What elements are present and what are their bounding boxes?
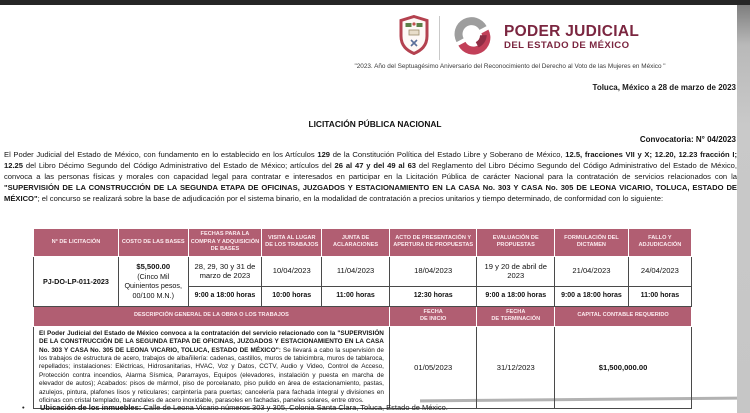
intro-text: del Libro Décimo Segundo del Código Administrativo del Estado de México; artículos del [23,161,335,170]
fecha-terminacion-header [477,306,555,326]
column-header: VISITA AL LUGAR DE LOS TRABAJOS [262,229,322,257]
poder-judicial-swoosh-icon [449,12,495,63]
header-text: FECHA [506,308,526,315]
header-text: FECHA [423,308,443,315]
dictamen-horario-cell: 9:00 a 18:00 horas [555,286,629,306]
junta-fecha-cell: 11/04/2023 [322,256,390,286]
footnote-text: Calle de Leona Vicario números 303 y 305, Colonia Santa Clara, Toluca, Estado de México. [141,403,448,412]
header-brand [398,12,698,63]
table-dates-row [34,256,692,286]
fallo-hora-cell: 11:00 horas [628,286,691,306]
fechas-compra-cell: 28, 29, 30 y 31 de marzo de 2023 [188,256,262,286]
column-header: FORMULACIÓN DEL DICTAMEN [555,229,629,257]
intro-text: del Reglamento del Libro Décimo Segundo del Código Administrativo del Estado de México, convoca a las personas físicas y morales con capacidad legal para contratar e interesados en participar en la Licitación Pública de carácter Nacional para la contratación de servicios relacionados con la [4,161,737,181]
state-coat-of-arms-icon [398,15,430,60]
intro-bold: "SUPERVISIÓN DE LA CONSTRUCCIÓN DE LA SEGUNDA ETAPA DE OFICINAS, JUZGADOS Y ESTACIONAMIENTO EN LA CASA No. 303 Y CASA No. 305 DE LEONA VICARIO, TOLUCA, ESTADO DE MÉXICO" [4,183,737,203]
costo-monto: $5,500.00 [136,262,171,272]
column-header: ACTO DE PRESENTACIÓN Y APERTURA DE PROPUESTAS [389,229,477,257]
visita-hora-cell: 10:00 horas [262,286,322,306]
descripcion-header: DESCRIPCIÓN GENERAL DE LA OBRA O LOS TRABAJOS [34,306,390,326]
column-header: FECHAS PARA LA COMPRA Y ADQUISICIÓN DE BASES [188,229,262,257]
footnote-label: Ubicación de los inmuebles: [40,403,142,412]
capital-contable-cell: $1,500,000.00 [555,326,692,409]
fallo-fecha-cell: 24/04/2023 [628,256,691,286]
evaluacion-horario-cell: 9:00 a 18:00 horas [477,286,555,306]
capital-header: CAPITAL CONTABLE REQUERIDO [555,306,692,326]
bullet-icon: • [22,403,25,412]
intro-text: de la Constitución Política del Estado Libre y Soberano de México, [330,150,566,159]
visita-fecha-cell: 10/04/2023 [262,256,322,286]
acto-hora-cell: 12:30 horas [389,286,477,306]
header-text: DE INICIO [419,316,447,323]
column-header: N° DE LICITACIÓN [34,229,119,257]
org-name-line2: DEL ESTADO DE MÉXICO [504,40,630,52]
org-name [504,24,639,51]
convocatoria-number: Convocatoria: N° 04/2023 [639,135,736,144]
licitacion-number-cell: PJ-DO-LP-011-2023 [34,256,119,306]
logo-divider [439,16,440,60]
fechas-compra-horario-cell: 9:00 a 18:00 horas [188,286,262,306]
dictamen-fecha-cell: 21/04/2023 [555,256,629,286]
fecha-inicio-header [389,306,477,326]
descripcion-cell [34,326,390,409]
junta-hora-cell: 11:00 horas [322,286,390,306]
intro-paragraph [4,149,737,204]
fecha-terminacion-cell: 31/12/2023 [477,326,555,409]
column-header: JUNTA DE ACLARACIONES [322,229,390,257]
column-header: COSTO DE LAS BASES [118,229,188,257]
header-text: DE TERMINACIÓN [491,316,541,323]
licitacion-table [33,228,692,409]
intro-bold: 129 [317,150,331,159]
costo-cell [118,256,188,306]
ubicacion-footnote [22,403,722,412]
intro-text: El Poder Judicial del Estado de México, con fundamento en lo establecido en los Artículos [4,150,318,159]
fecha-inicio-cell: 01/05/2023 [389,326,477,409]
intro-bold: 26 al 47 y del 49 al 63 [334,161,417,170]
intro-bold: 12.5, fracciones VII y X; 12.20, 12.23 fracción I; 12.25 [4,150,737,170]
right-edge-strip [737,5,750,413]
page-title: LICITACIÓN PÚBLICA NACIONAL [308,119,442,129]
column-header: FALLO Y ADJUDICACIÓN [628,229,691,257]
acto-fecha-cell: 18/04/2023 [389,256,477,286]
column-header: EVALUACIÓN DE PROPUESTAS [477,229,555,257]
costo-letras: (Cinco Mil Quinientos pesos, 00/100 M.N.) [124,271,183,300]
descripcion-bold: El Poder Judicial del Estado de México convoca a la contratación del servicio relacionado con la "SUPERVISIÓN DE LA CONSTRUCCIÓN DE LA SEGUNDA ETAPA DE OFICINAS, JUZGADOS Y ESTACIONAMIENTO EN LA CASA No. 303 Y CASA No. 305 DE LEONA VICARIO, TOLUCA, ESTADO DE MÉXICO": [39,329,384,354]
evaluacion-fecha-cell: 19 y 20 de abril de 2023 [477,256,555,286]
anniversary-quote: "2023. Año del Septuagésimo Aniversario del Reconocimiento del Derecho al Voto de las Mujeres en México " [354,63,666,70]
org-name-line1: PODER JUDICIAL [504,22,640,40]
table-header-row [34,229,692,257]
table-description-row [34,326,692,409]
table-section2-header-row [34,306,692,326]
top-dark-bar [0,0,750,5]
document-date: Toluca, México a 28 de marzo de 2023 [592,83,736,92]
descripcion-texto: Se llevará a cabo la supervisión de los trabajos de estructura de acero, trabajos de albañilería: cadenas, castillos, muros de tabicimbra, muros de tablaroca, repellados; instalaciones: Eléctricas, Hidrosanitarias, HVAC, Voz y Datos, CCTV, Audio y Video, Control de Acceso, Protección contra incendios, Alarma Sísmica, Pararrayos, Equipos (elevadores, instalación y puesta en marcha de elevador de autos); Acabados: pisos de mármol, piso de porcelanato, piso pulido en área de estacionamiento, pastas, azulejos, pintura, plafones lisos y reticulares; carpintería para puertas; cancelería para fachada integral y divisiones en oficinas con cristal templado, barandales de acero inoxidable, parasoles en fachadas, paneles solares, entre otros. [39,346,384,404]
intro-text: ; el concurso se realizará sobre la base de adjudicación por el sistema binario, en la modalidad de contratación a precios unitarios y tiempo determinado, de conformidad con lo siguiente: [37,194,664,203]
